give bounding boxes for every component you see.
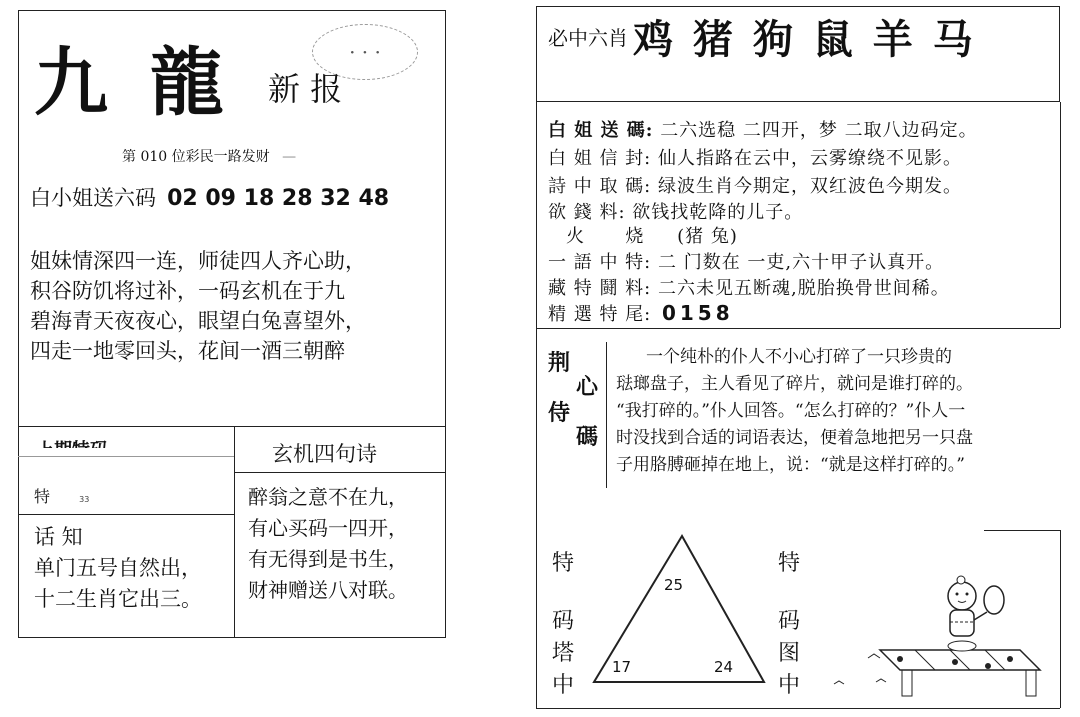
info-row-1: [548, 144, 962, 170]
info-label: 白 姐 信 封:: [548, 148, 652, 169]
masthead-subtitle: 新 报: [268, 70, 343, 108]
six-code-numbers: 02 09 18 28 32 48: [167, 186, 390, 211]
four-poem-line: 财神赠送八对联。: [248, 578, 408, 602]
info-text: 二 门数在 一吏,六十甲子认真开。: [657, 252, 945, 273]
info-row-5: [548, 248, 944, 274]
story-line: “我打碎的。”仆人回答。“怎么打碎的？”仆人一: [616, 401, 966, 421]
info-text: (猪 兔): [677, 226, 738, 247]
four-poem-title: 玄机四句诗: [272, 442, 377, 466]
issue-line: [122, 146, 296, 166]
info-text: 仙人指路在云中，云雾缭绕不见影。: [657, 148, 962, 169]
tower-number-left: 17: [612, 658, 632, 676]
six-code-line: [30, 182, 389, 212]
story-side-char: 侍: [548, 400, 571, 426]
tail-label: 精 選 特 尾:: [548, 304, 652, 325]
info-bottom-line: [536, 328, 1060, 329]
info-text: 二六选稳 二四开，梦 二取八边码定。: [660, 120, 978, 141]
stamp-oval: [312, 24, 418, 80]
poem-line: 积谷防饥将过补，一码玄机在于九: [30, 279, 345, 303]
info-text: 绿波生肖今期定，双红波色今期发。: [657, 176, 962, 197]
six-code-label: 白小姐送六码: [30, 186, 156, 210]
right-frame-right: [1060, 102, 1061, 328]
info-row-0: [548, 116, 978, 142]
tower-number-top: 25: [664, 576, 684, 594]
divider-lower: [18, 426, 446, 427]
tower-number-right: 24: [714, 658, 734, 676]
story-divider: [606, 342, 607, 488]
cut-header-band: [20, 428, 232, 456]
story-line: 时没找到合适的词语表达，便着急地把另一只盘: [616, 428, 973, 448]
info-label: 藏 特 鬪 料:: [548, 278, 652, 299]
tower-left-char: 特: [552, 551, 575, 576]
four-poem: [248, 482, 408, 606]
mascot-illustration: [830, 574, 1054, 702]
info-row-2: [548, 172, 962, 198]
info-label: 詩 中 取 碼:: [548, 176, 652, 197]
tower-left-char: 码: [552, 609, 575, 634]
tail-row: [548, 300, 734, 326]
tower-right-char: 中: [778, 673, 801, 698]
four-poem-line: 醉翁之意不在九，: [248, 485, 408, 509]
poem-line: 四走一地零回头，花间一酒三朝醉: [30, 339, 345, 363]
six-zodiac-label: 必中六肖: [548, 26, 628, 50]
divider-four-poem: [234, 472, 446, 473]
issue-mark: —: [282, 149, 297, 165]
info-label: 白 姐 送 碼:: [548, 120, 654, 141]
knowledge-title: 话 知: [34, 525, 83, 549]
right-frame-left: [536, 102, 537, 708]
six-zodiac-row: [548, 8, 976, 65]
story-bottom-line: [984, 530, 1060, 531]
knowledge-line: 单门五号自然出，: [34, 556, 202, 580]
tower-triangle: [580, 530, 770, 690]
six-zodiac-values: 鸡 猪 狗 鼠 羊 马: [633, 16, 976, 63]
info-label: 一 語 中 特:: [548, 252, 652, 273]
page-bottom-line: [536, 708, 1060, 709]
poem-line: 姐妹情深四一连，师徒四人齐心助，: [30, 249, 366, 273]
tail-value: 0158: [661, 301, 734, 325]
tower-left-char: 塔: [552, 641, 575, 666]
info-label: 火 烧: [566, 226, 645, 247]
knowledge-line: 十二生肖它出三。: [34, 587, 202, 611]
story-side-char: 心: [576, 374, 599, 400]
info-row-6: [548, 274, 950, 300]
tower-right-char: 特: [778, 551, 801, 576]
issue-text: 第 010 位彩民一路发财: [122, 149, 270, 165]
knowledge-block: [34, 522, 202, 615]
te-label: 特: [34, 487, 51, 506]
divider-lower-vertical: [234, 426, 235, 638]
tower-right-char: 码: [778, 609, 801, 634]
cut-mask: [20, 448, 232, 456]
divider-knowledge: [18, 514, 234, 515]
story-line: 一个纯朴的仆人不小心打碎了一只珍贵的: [646, 347, 952, 367]
stamp-dots: · · ·: [349, 40, 381, 64]
info-text: 二六未见五断魂,脱胎换骨世间稀。: [657, 278, 950, 299]
te-row: [34, 484, 89, 507]
story-right-line: [1060, 530, 1061, 708]
four-poem-line: 有心买码一四开，: [248, 516, 408, 540]
info-label: 欲 錢 料:: [548, 202, 626, 223]
info-row-3: [548, 198, 803, 224]
story-text: [616, 344, 973, 479]
masthead-title: 九 龍: [34, 40, 232, 126]
story-line: 子用胳膊砸掉在地上，说：“就是这样打碎的。”: [616, 455, 965, 475]
info-row-4: [566, 222, 738, 248]
four-poem-line: 有无得到是书生，: [248, 547, 408, 571]
left-poem: [30, 246, 366, 366]
divider-cut: [18, 456, 234, 457]
te-note: 33: [79, 495, 90, 504]
poem-line: 碧海青天夜夜心，眼望白兔喜望外，: [30, 309, 366, 333]
tower-right-char: 图: [778, 641, 801, 666]
story-line: 琺瑯盘子，主人看见了碎片，就问是谁打碎的。: [616, 374, 973, 394]
story-side-char: 碼: [576, 424, 599, 450]
tower-left-char: 中: [552, 673, 575, 698]
info-text: 欲钱找乾降的儿子。: [632, 202, 804, 223]
story-side-char: 荆: [548, 350, 571, 376]
